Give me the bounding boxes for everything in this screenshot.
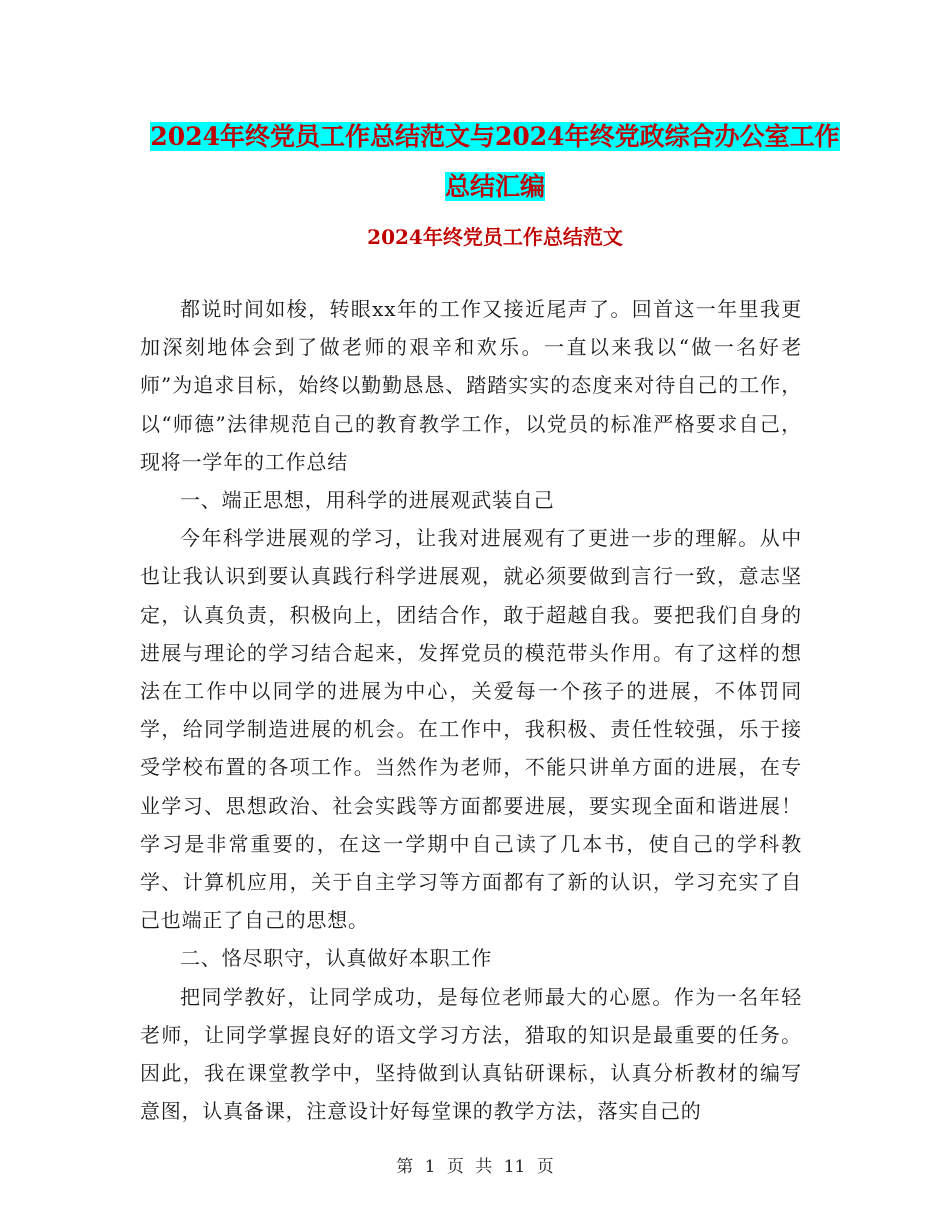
section-title: 2024年终党员工作总结范文: [367, 225, 623, 249]
paragraph-heading: 二、恪尽职守，认真做好本职工作: [180, 946, 492, 971]
document-title-text: 2024年终党员工作总结范文与2024年终党政综合办公室工作总结汇编: [150, 122, 840, 201]
document-body: [140, 290, 802, 1130]
paragraph-heading: 一、端正思想，用科学的进展观武装自己: [180, 488, 555, 513]
page-footer: 第 1 页 共 11 页: [396, 1157, 554, 1177]
paragraph: 今年科学进展观的学习，让我对进展观有了更进一步的理解。从中也让我认识到要认真践行科学进展观，就必须要做到言行一致，意志坚定，认真负责，积极向上，团结合作，敢于超越自我。要把我们自身的进展与理论的学习结合起来，发挥党员的模范带头作用。有了这样的想法在工作中以同学的进展为中心，关爱每一个孩子的进展，不体罚同学，给同学制造进展的机会。在工作中，我积极、责任性较强，乐于接受学校布置的各项工作。当然作为老师，不能只讲单方面的进展，在专业学习、思想政治、社会实践等方面都要进展，要实现全面和谐进展！学习是非常重要的，在这一学期中自己读了几本书，使自己的学科教学、计算机应用，关于自主学习等方面都有了新的认识，学习充实了自己也端正了自己的思想。: [140, 526, 802, 933]
paragraph: 都说时间如梭，转眼xx年的工作又接近尾声了。回首这一年里我更加深刻地体会到了做老师的艰辛和欢乐。一直以来我以“做一名好老师”为追求目标，始终以勤勤恳恳、踏踏实实的态度来对待自己的工作，以“师德”法律规范自己的教育教学工作，以党员的标准严格要求自己，现将一学年的工作总结: [140, 297, 802, 474]
document-title: [140, 112, 850, 212]
paragraph: 把同学教好，让同学成功，是每位老师最大的心愿。作为一名年轻老师，让同学掌握良好的语文学习方法，猎取的知识是最重要的任务。因此，我在课堂教学中，坚持做到认真钻研课标，认真分析教材的编写意图，认真备课，注意设计好每堂课的教学方法，落实自己的: [140, 984, 802, 1124]
